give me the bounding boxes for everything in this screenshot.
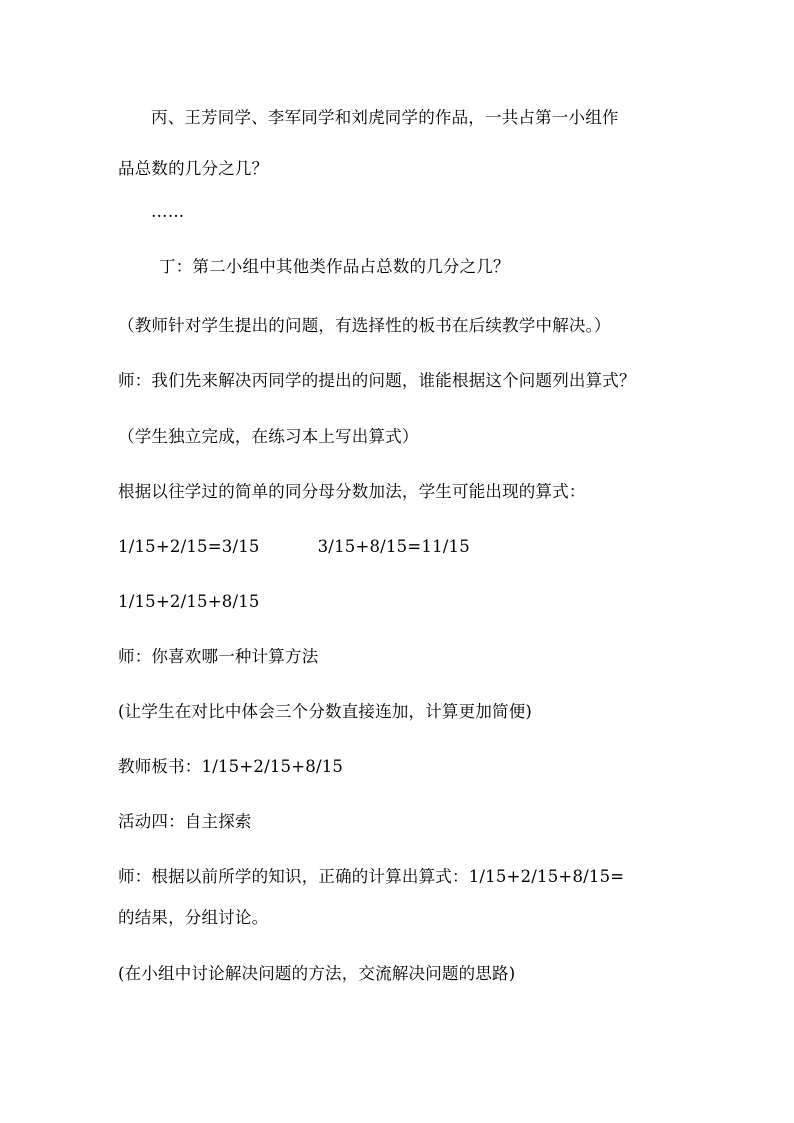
formula-a: 1/15+2/15=3/15 [118,537,260,556]
paragraph-line: 丙、王芳同学、李军同学和刘虎同学的作品，一共占第一小组作 [151,108,619,127]
paragraph-line: (在小组中讨论解决问题的方法，交流解决问题的思路) [118,964,516,983]
paragraph-line: 丁：第二小组中其他类作品占总数的几分之几？ [159,257,510,276]
paragraph-line: 师：我们先来解决丙同学的提出的问题，谁能根据这个问题列出算式？ [118,371,636,390]
formula-line [118,536,470,558]
paragraph-line: 的结果，分组讨论。 [118,908,269,927]
paragraph-line: （学生独立完成，在练习本上写出算式） [118,427,419,446]
paragraph-line: 教师板书：1/15+2/15+8/15 [118,757,344,776]
formula-line: 1/15+2/15+8/15 [118,592,260,611]
ellipsis-line: …… [151,202,185,221]
paragraph-line: 师：根据以前所学的知识，正确的计算出算式：1/15+2/15+8/15= [118,867,625,886]
formula-b: 3/15+8/15=11/15 [317,537,470,556]
paragraph-line: （教师针对学生提出的问题，有选择性的板书在后续教学中解决。） [118,316,611,335]
paragraph-line: 师：你喜欢哪一种计算方法 [118,647,319,666]
paragraph-line: 活动四：自主探索 [118,812,252,831]
paragraph-line: (让学生在对比中体会三个分数直接连加，计算更加简便) [118,702,533,721]
paragraph-line: 根据以往学过的简单的同分母分数加法，学生可能出现的算式： [118,482,586,501]
paragraph-line: 品总数的几分之几？ [118,159,269,178]
